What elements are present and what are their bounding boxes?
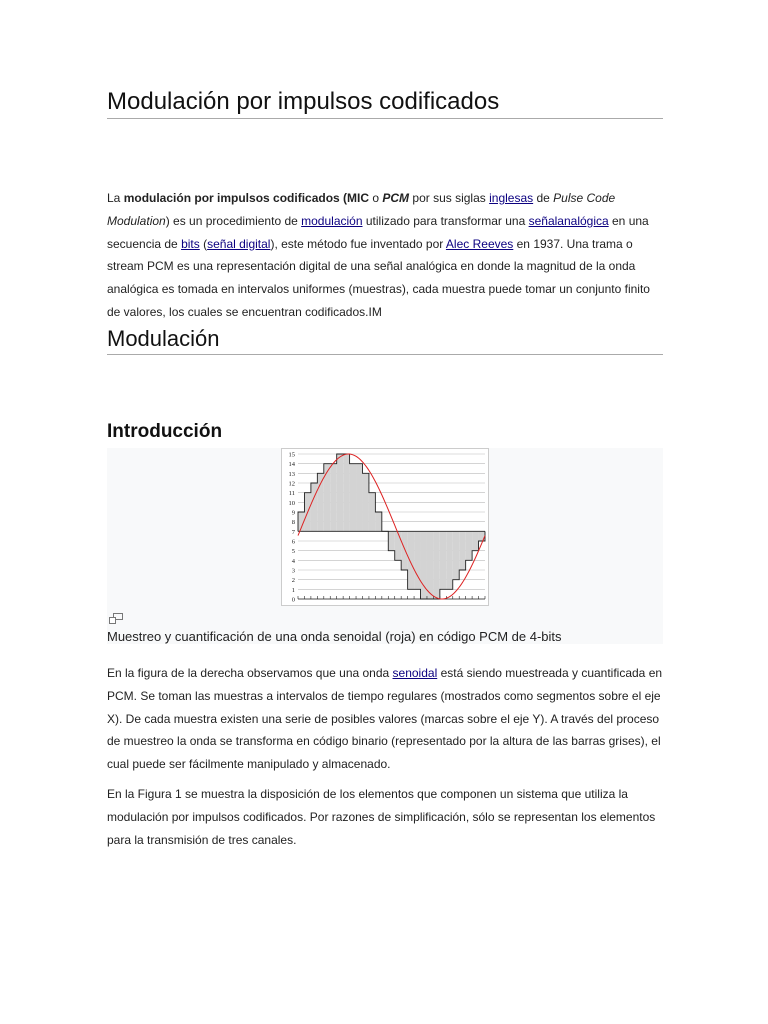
link-modulacion[interactable]: modulación [301, 213, 363, 228]
intro-text: o [369, 191, 383, 205]
quantized-bar [311, 483, 317, 531]
quantized-bar [453, 531, 459, 579]
y-tick-label: 6 [291, 538, 295, 546]
section-heading: Modulación [107, 324, 663, 355]
quantized-bar [330, 464, 336, 532]
link-alec-reeves[interactable]: Alec Reeves [445, 236, 514, 251]
quantized-bar [440, 531, 446, 589]
quantized-bar [433, 531, 439, 599]
link-bits[interactable]: bits [181, 236, 200, 251]
intro-text: en 1937. Una trama o stream PCM es una representación digital de una señal analógica en donde la magnitud de la onda analógica es tomada en intervalos uniformes (muestras), cada muestra puede tomar un conjunto finito de valores, los cuales se encuentran codificados.IM [107, 236, 650, 319]
quantized-bar [369, 493, 375, 532]
link-inglesas[interactable]: inglesas [489, 191, 534, 205]
y-tick-label: 11 [288, 490, 295, 498]
y-tick-label: 5 [291, 548, 295, 556]
y-tick-label: 1 [291, 586, 295, 594]
quantized-bar [408, 531, 414, 589]
quantized-bar [466, 531, 472, 560]
intro-text: ) es un procedimiento de [165, 213, 302, 228]
quantized-bar [356, 464, 362, 532]
pcm-chart-svg [282, 449, 488, 605]
quantized-bar [479, 531, 485, 541]
quantized-bar [401, 531, 407, 570]
link-senal-analogica[interactable]: señalanalógica [528, 213, 609, 228]
quantized-bar [343, 454, 349, 531]
y-tick-label: 10 [288, 499, 295, 507]
quantized-bar [388, 531, 394, 550]
y-tick-label: 4 [291, 557, 295, 565]
y-tick-label: 0 [291, 596, 295, 604]
y-tick-label: 3 [291, 567, 295, 575]
subsection-heading: Introducción [107, 421, 223, 442]
quantized-bar [337, 454, 343, 531]
quantized-bar [446, 531, 452, 589]
magnify-icon[interactable] [109, 613, 123, 624]
intro-text: ( [199, 236, 208, 251]
quantized-bar [362, 473, 368, 531]
figure [107, 448, 663, 644]
y-tick-label: 15 [288, 451, 295, 459]
intro-pcm-term: PCM [382, 191, 410, 205]
y-tick-label: 9 [291, 509, 295, 517]
quantized-bar [317, 473, 323, 531]
quantized-bar [459, 531, 465, 570]
quantized-bar [324, 464, 330, 532]
body-paragraph-2: En la Figura 1 se muestra la disposición de los elementos que componen un sistema que utiliza la modulación por impulsos codificados. Por razones de simplificación, sólo se representan los elementos para la transmisión de tres canales. [107, 787, 656, 847]
intro-paragraph [107, 187, 663, 324]
pcm-chart[interactable] [281, 448, 489, 606]
figure-caption: Muestreo y cuantificación de una onda senoidal (roja) en código PCM de 4-bits [107, 629, 562, 644]
quantized-bar [350, 464, 356, 532]
y-tick-label: 13 [288, 470, 295, 478]
quantized-bar [427, 531, 433, 599]
intro-text: en una secuencia de [107, 213, 649, 251]
intro-text: ), este método fue inventado por [270, 236, 446, 251]
y-tick-label: 14 [288, 461, 295, 469]
y-tick-label: 2 [291, 577, 295, 585]
page-title: Modulación por impulsos codificados [107, 86, 663, 119]
quantized-bar [375, 512, 381, 531]
quantized-bar [414, 531, 420, 589]
body-paragraph-1 [107, 662, 663, 776]
intro-bold-term: modulación por impulsos codificados (MIC [123, 191, 370, 205]
y-tick-label: 12 [288, 480, 295, 488]
link-senal-digital[interactable]: señal digital [207, 236, 271, 251]
intro-italic-term: Pulse Code Modulation [107, 191, 616, 228]
quantized-bar [395, 531, 401, 560]
link-senoidal[interactable]: senoidal [392, 666, 438, 680]
intro-text: utilizado para transformar una [362, 213, 529, 228]
para1-text: En la figura de la derecha observamos que una onda [107, 666, 393, 680]
intro-text: por sus siglas [409, 191, 490, 205]
quantized-bar [472, 531, 478, 550]
para1-text: está siendo muestreada y cuantificada en PCM. Se toman las muestras a intervalos de tiempo regulares (mostrados como segmentos sobre el eje X). De cada muestra existen una serie de posibles valores (marcas sobre el eje Y). A través del proceso de muestreo la onda se transforma en código binario (representado por la altura de las barras grises), el cual puede ser fácilmente manipulado y almacenado. [107, 666, 663, 772]
y-tick-label: 7 [291, 528, 295, 536]
intro-text: de [533, 191, 554, 205]
intro-text: La [107, 191, 124, 205]
y-tick-label: 8 [291, 519, 295, 527]
